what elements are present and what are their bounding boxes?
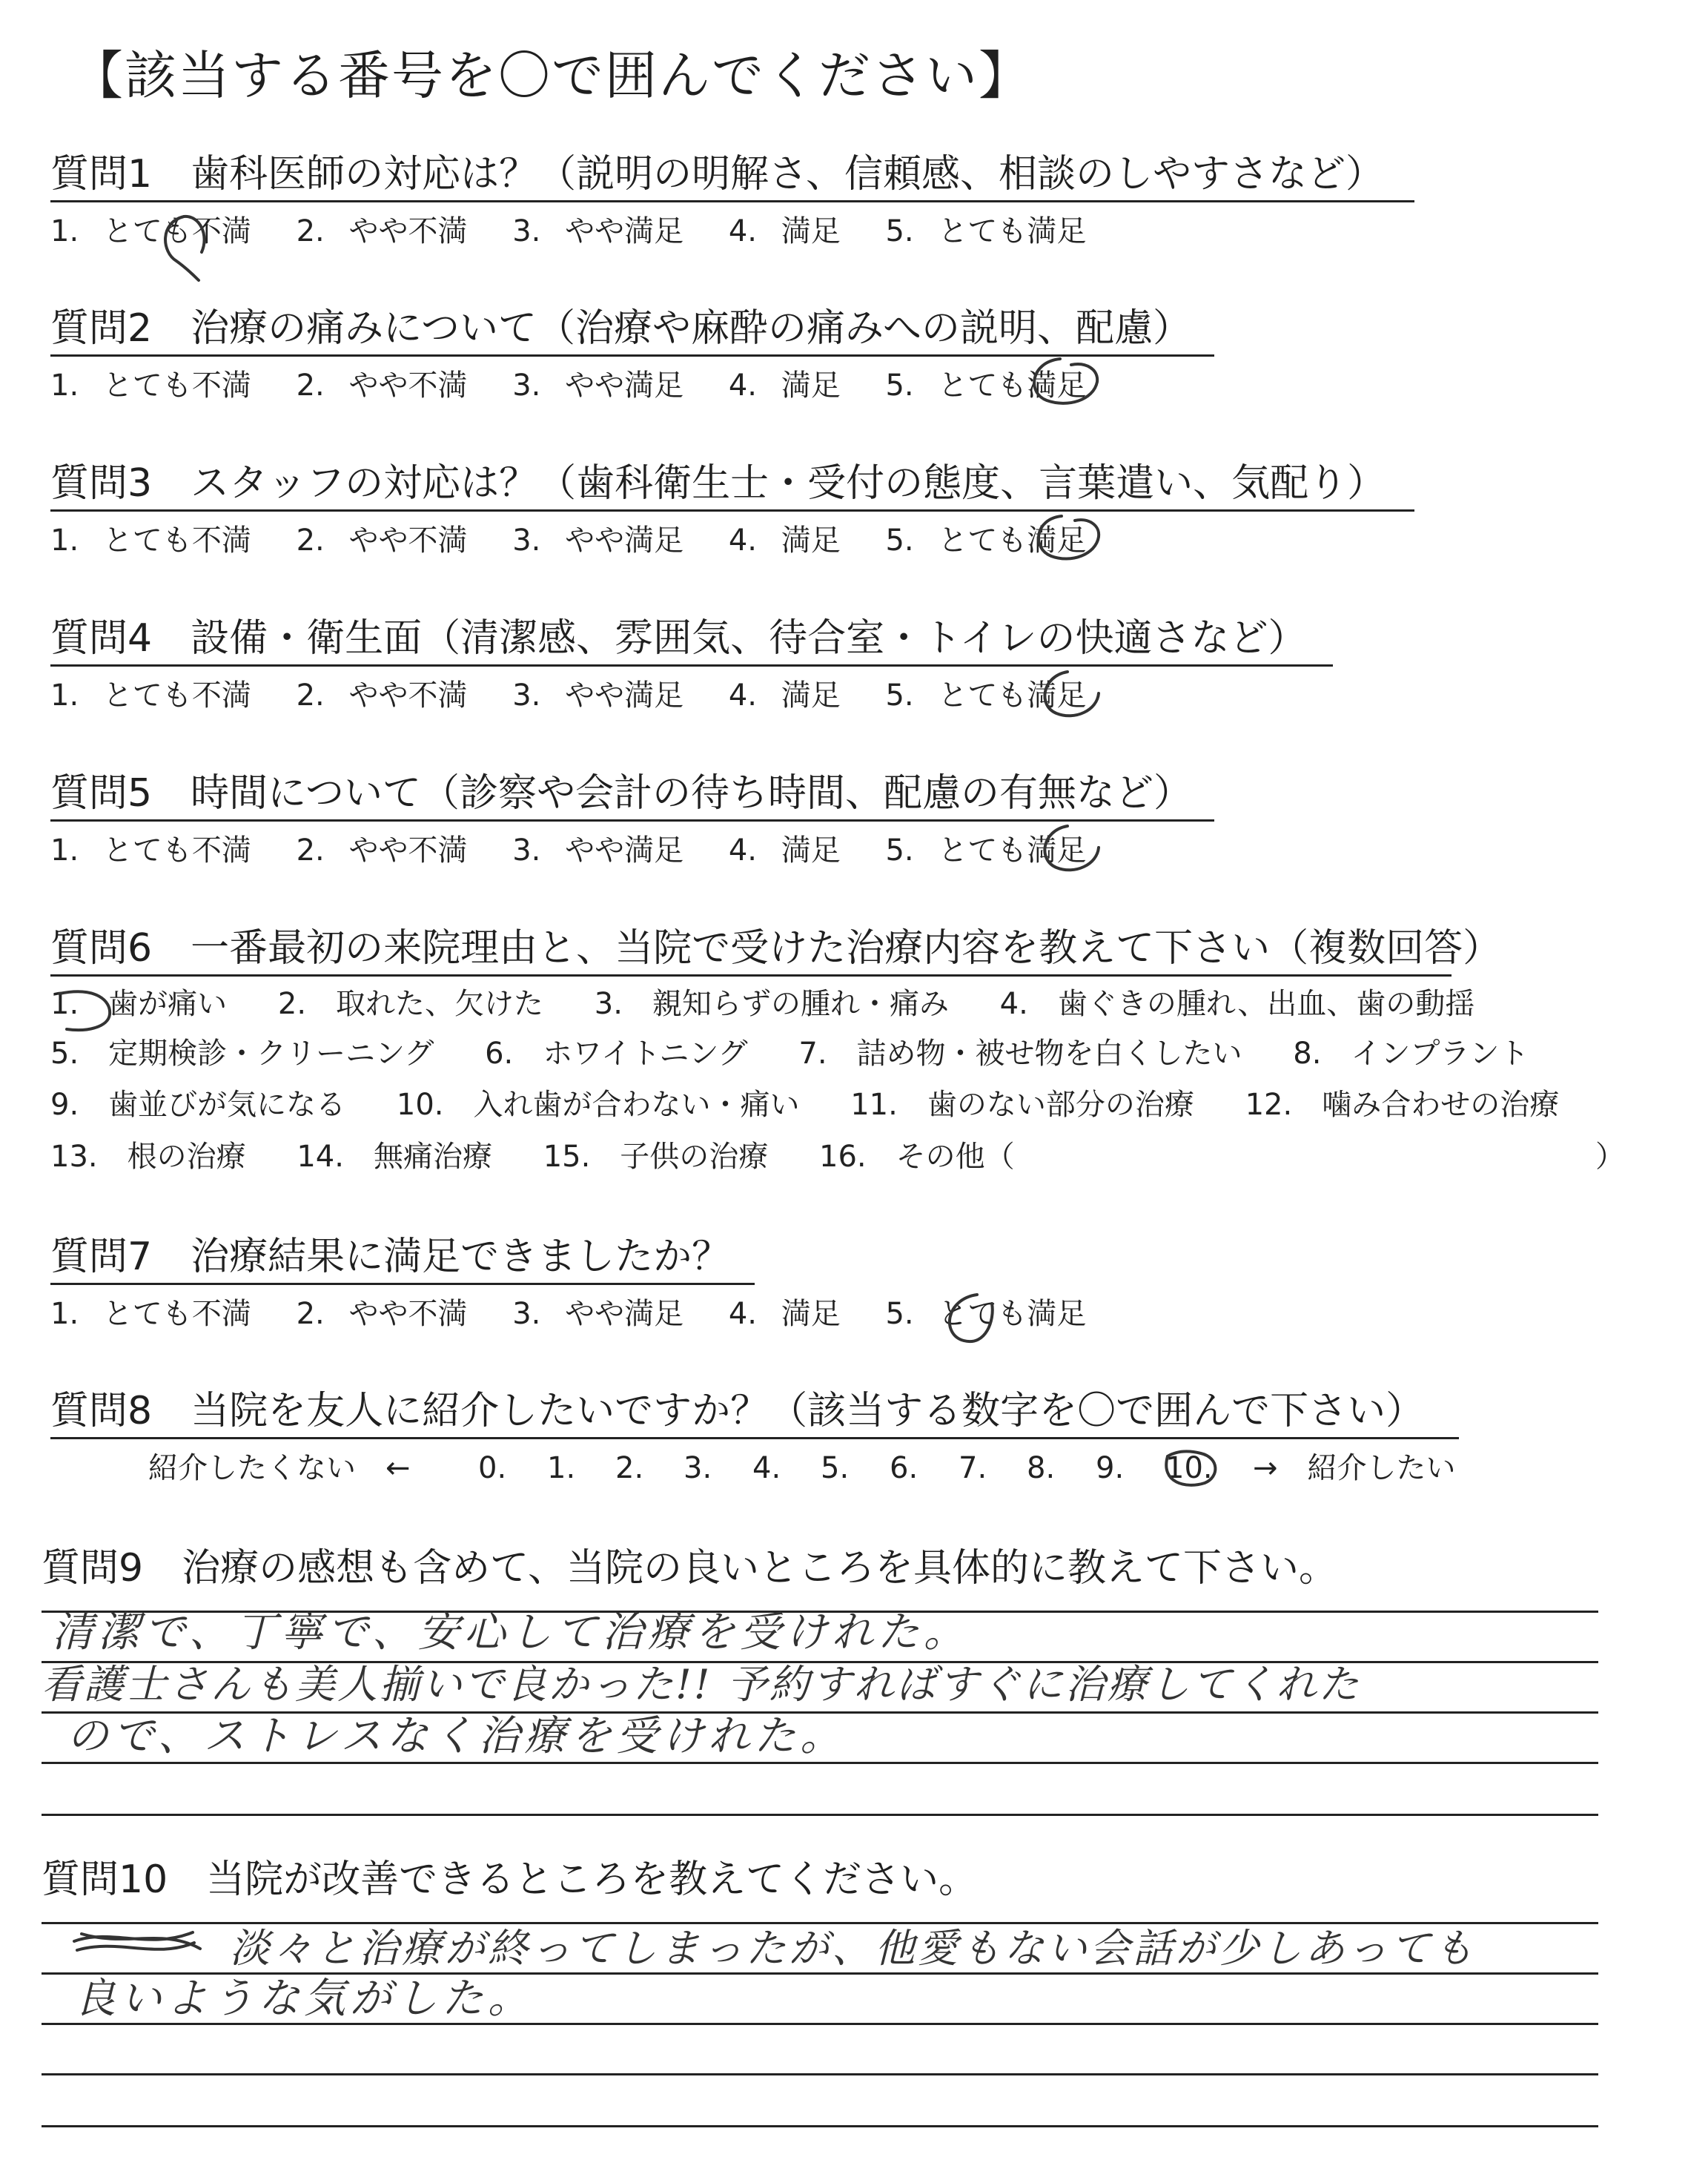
option-number[interactable]: 3. — [512, 214, 541, 248]
question-5-rule — [50, 819, 1214, 822]
option-label[interactable]: やや満足 — [565, 369, 684, 403]
question-4-heading: 質問4 設備・衛生面（清潔感、雰囲気、待合室・トイレの快適さなど） — [50, 616, 1307, 661]
option-label[interactable]: とても満足 — [938, 1297, 1087, 1331]
question-7-rule — [50, 1283, 755, 1285]
question-3-rule — [50, 509, 1414, 512]
scale-number[interactable]: 10. — [1165, 1451, 1213, 1485]
option-label[interactable]: やや不満 — [348, 833, 468, 868]
option-number[interactable]: 3. — [512, 678, 541, 713]
option-label[interactable]: とても満足 — [938, 524, 1087, 558]
writing-line — [42, 1814, 1598, 1816]
option-label[interactable]: やや満足 — [565, 214, 684, 248]
checklist-item[interactable]: 15. 子供の治療 — [543, 1140, 769, 1174]
option-number[interactable]: 2. — [296, 524, 325, 558]
scale-number[interactable]: 6. — [890, 1451, 918, 1485]
scale-number[interactable]: 1. — [547, 1451, 576, 1485]
question-8-rule — [50, 1437, 1459, 1439]
option-number[interactable]: 1. — [50, 678, 79, 713]
q10-answer-line-1: 淡々と治療が終ってしまったが、他愛もない会話が少しあっても — [230, 1925, 1477, 1972]
scale-right-label: → 紹介したい — [1253, 1451, 1456, 1485]
question-2-heading: 質問2 治療の痛みについて（治療や麻酔の痛みへの説明、配慮） — [50, 306, 1192, 351]
scale-number[interactable]: 4. — [752, 1451, 781, 1485]
writing-line — [42, 1922, 1598, 1924]
checklist-item[interactable]: 10. 入れ歯が合わない・痛い — [396, 1088, 800, 1122]
option-label[interactable]: 満足 — [781, 678, 841, 713]
scale-number[interactable]: 5. — [821, 1451, 850, 1485]
option-number[interactable]: 1. — [50, 1297, 79, 1331]
option-number[interactable]: 2. — [296, 833, 325, 868]
option-number[interactable]: 2. — [296, 678, 325, 713]
option-label[interactable]: 満足 — [781, 833, 841, 868]
option-label[interactable]: 満足 — [781, 524, 841, 558]
option-number[interactable]: 4. — [728, 524, 757, 558]
q10-answer-line-2: 良いような気がした。 — [74, 1975, 534, 2023]
checklist-item[interactable]: 11. 歯のない部分の治療 — [850, 1088, 1194, 1122]
question-9-heading: 質問9 治療の感想も含めて、当院の良いところを具体的に教えて下さい。 — [42, 1546, 1338, 1591]
checklist-item[interactable]: 2. 取れた、欠けた — [277, 987, 544, 1021]
option-number[interactable]: 5. — [885, 524, 914, 558]
option-number[interactable]: 5. — [885, 833, 914, 868]
question-3-heading: 質問3 スタッフの対応は？（歯科衛生士・受付の態度、言葉遣い、気配り） — [50, 461, 1386, 506]
question-4-options — [50, 678, 1086, 713]
option-label[interactable]: やや不満 — [348, 678, 468, 713]
scale-number[interactable]: 9. — [1096, 1451, 1125, 1485]
checklist-item[interactable]: 9. 歯並びが気になる — [50, 1088, 346, 1122]
writing-line — [42, 2023, 1598, 2025]
scale-number[interactable]: 0. — [478, 1451, 507, 1485]
writing-line — [42, 2073, 1598, 2075]
option-number[interactable]: 3. — [512, 1297, 541, 1331]
question-7-heading: 質問7 治療結果に満足できましたか？ — [50, 1235, 731, 1279]
option-label[interactable]: やや満足 — [565, 524, 684, 558]
question-3-options — [50, 523, 1086, 558]
strikethrough-scribble — [74, 1932, 200, 1950]
form-title: 【該当する番号を〇で囲んでください】 — [71, 45, 1032, 106]
option-label[interactable]: とても不満 — [102, 524, 251, 558]
question-8-heading: 質問8 当院を友人に紹介したいですか？（該当する数字を〇で囲んで下さい） — [50, 1389, 1425, 1433]
option-number[interactable]: 4. — [728, 369, 757, 403]
option-label[interactable]: やや不満 — [348, 369, 468, 403]
checklist-item[interactable]: 4. 歯ぐきの腫れ、出血、歯の動揺 — [999, 987, 1475, 1021]
option-label[interactable]: とても不満 — [102, 833, 251, 868]
option-label[interactable]: とても不満 — [102, 678, 251, 713]
question-6-row-2 — [50, 1036, 1529, 1071]
q9-answer-line-1: 清潔で、丁寧で、安心して治療を受けれた。 — [52, 1608, 970, 1657]
option-number[interactable]: 5. — [885, 369, 914, 403]
checklist-item[interactable]: 14. 無痛治療 — [297, 1140, 492, 1174]
option-label[interactable]: とても満足 — [938, 369, 1087, 403]
writing-line — [42, 1762, 1598, 1764]
question-4-rule — [50, 664, 1333, 667]
option-label[interactable]: やや満足 — [565, 1297, 684, 1331]
scale-number[interactable]: 7. — [959, 1451, 987, 1485]
option-label[interactable]: 満足 — [781, 1297, 841, 1331]
option-label[interactable]: 満足 — [781, 214, 841, 248]
scale-number[interactable]: 3. — [683, 1451, 712, 1485]
option-number[interactable]: 5. — [885, 1297, 914, 1331]
question-2-rule — [50, 354, 1214, 357]
question-6-row-1 — [50, 986, 1474, 1022]
option-number[interactable]: 5. — [885, 678, 914, 713]
option-label[interactable]: 満足 — [781, 369, 841, 403]
option-number[interactable]: 4. — [728, 678, 757, 713]
option-label[interactable]: やや不満 — [348, 1297, 468, 1331]
question-1-options — [50, 214, 1086, 249]
option-number[interactable]: 3. — [512, 524, 541, 558]
checklist-item[interactable]: 1. 歯が痛い — [50, 987, 228, 1021]
checklist-item[interactable]: 3. 親知らずの腫れ・痛み — [594, 987, 949, 1021]
option-label[interactable]: とても満足 — [938, 678, 1087, 713]
writing-line — [42, 2125, 1598, 2127]
checklist-item[interactable]: 12. 噛み合わせの治療 — [1245, 1088, 1560, 1122]
option-number[interactable]: 2. — [296, 1297, 325, 1331]
question-6-row-4 — [50, 1139, 1015, 1175]
checklist-item[interactable]: 7. 詰め物・被せ物を白くしたい — [798, 1037, 1242, 1071]
option-number[interactable]: 4. — [728, 1297, 757, 1331]
other-close-paren: ） — [1595, 1140, 1625, 1174]
option-label[interactable]: とても不満 — [102, 369, 251, 403]
checklist-item[interactable]: 5. 定期検診・クリーニング — [50, 1037, 434, 1071]
option-label[interactable]: やや満足 — [565, 678, 684, 713]
option-label[interactable]: やや不満 — [348, 214, 468, 248]
option-label[interactable]: とても不満 — [102, 1297, 251, 1331]
q9-answer-line-3: ので、ストレスなく治療を受けれた。 — [67, 1712, 847, 1760]
checklist-item[interactable]: 16. その他（ — [819, 1140, 1015, 1174]
q9-answer-line-2: 看護士さんも美人揃いで良かった!! 予約すればすぐに治療してくれた — [42, 1661, 1361, 1708]
question-7-options — [50, 1296, 1086, 1332]
option-number[interactable]: 4. — [728, 833, 757, 868]
scale-left-label: 紹介したくない ← — [148, 1451, 411, 1485]
option-label[interactable]: やや満足 — [565, 833, 684, 868]
question-2-options — [50, 368, 1086, 403]
scale-number[interactable]: 2. — [615, 1451, 644, 1485]
option-number[interactable]: 3. — [512, 369, 541, 403]
checklist-item[interactable]: 13. 根の治療 — [50, 1140, 246, 1174]
option-number[interactable]: 1. — [50, 833, 79, 868]
question-5-options — [50, 833, 1086, 868]
option-number[interactable]: 1. — [50, 369, 79, 403]
question-6-heading: 質問6 一番最初の来院理由と、当院で受けた治療内容を教えて下さい（複数回答） — [50, 926, 1502, 971]
option-number[interactable]: 4. — [728, 214, 757, 248]
question-5-heading: 質問5 時間について（診察や会計の待ち時間、配慮の有無など） — [50, 771, 1193, 816]
question-1-heading: 質問1 歯科医師の対応は？（説明の明解さ、信頼感、相談のしやすさなど） — [50, 152, 1385, 196]
option-label[interactable]: とても不満 — [102, 214, 251, 248]
option-number[interactable]: 1. — [50, 524, 79, 558]
option-number[interactable]: 1. — [50, 214, 79, 248]
question-6-row-3 — [50, 1087, 1559, 1123]
option-number[interactable]: 2. — [296, 369, 325, 403]
checklist-item[interactable]: 6. ホワイトニング — [485, 1037, 748, 1071]
scale-number[interactable]: 8. — [1027, 1451, 1056, 1485]
question-10-heading: 質問10 当院が改善できるところを教えてください。 — [42, 1857, 978, 1902]
question-1-rule — [50, 200, 1414, 202]
option-label[interactable]: とても満足 — [938, 833, 1087, 868]
question-6-rule — [50, 974, 1452, 977]
option-label[interactable]: とても満足 — [938, 214, 1087, 248]
checklist-item[interactable]: 8. インプラント — [1293, 1037, 1529, 1071]
option-number[interactable]: 5. — [885, 214, 914, 248]
option-label[interactable]: やや不満 — [348, 524, 468, 558]
option-number[interactable]: 2. — [296, 214, 325, 248]
option-number[interactable]: 3. — [512, 833, 541, 868]
